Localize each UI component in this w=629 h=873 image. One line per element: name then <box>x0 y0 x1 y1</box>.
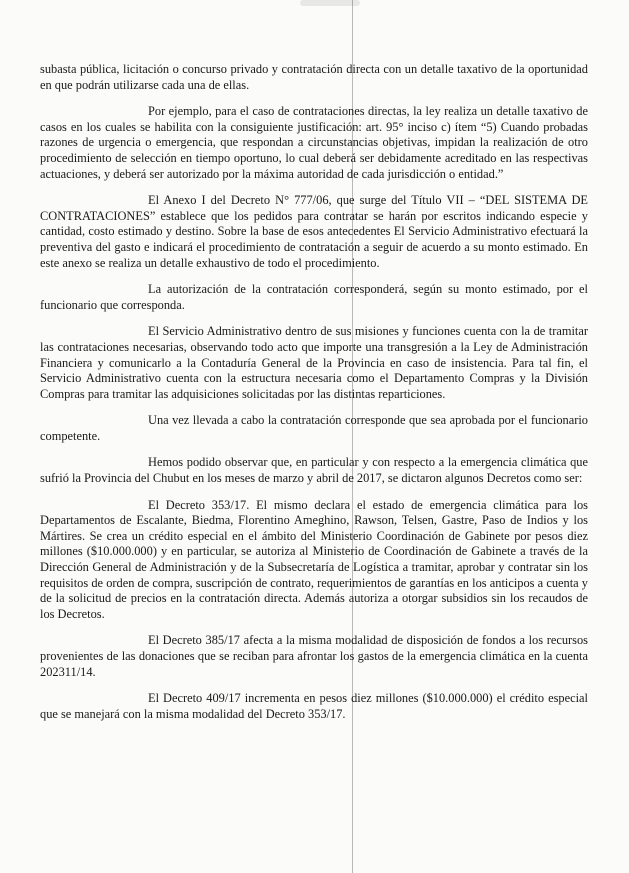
paragraph: Una vez llevada a cabo la contratación corresponde que sea aprobada por el funcionario competente. <box>40 413 588 443</box>
paragraph: Hemos podido observar que, en particular y con respecto a la emergencia climática que sufrió la Provincia del Chubut en los meses de marzo y abril de 2017, se dictaron algunos Decretos como ser: <box>40 455 588 486</box>
paragraph: El Decreto 385/17 afecta a la misma modalidad de disposición de fondos a los recursos provenientes de las donaciones que se reciban para afrontar los gastos de la emergencia climática en la cuenta 202311/14. <box>40 633 588 679</box>
paragraph: El Decreto 353/17. El mismo declara el estado de emergencia climática para los Departamentos de Escalante, Biedma, Florentino Ameghino, Rawson, Telsen, Gastre, Paso de Indios y los Mártires. Se crea un crédito especial en el ámbito del Ministerio Coordinación de Gabinete por pesos diez millones ($10.000.000) y en particular, se autoriza al Ministerio de Coordinación de Gabinete a través de la Dirección General de Administración y de la Subsecretaría de Logística a tramitar, aprobar y contratar sin los requisitos de orden de compra, suscripción de contrato, requerimientos de garantías en los anticipos a cuenta y de la solicitud de precios en la contratación directa. Además autoriza a otorgar subsidios sin los recaudos de los Decretos. <box>40 497 588 621</box>
paragraph: La autorización de la contratación corresponderá, según su monto estimado, por el funcionario que corresponda. <box>40 282 588 312</box>
paragraph: Por ejemplo, para el caso de contrataciones directas, la ley realiza un detalle taxativo de casos en los cuales se habilita con la consiguiente justificación: art. 95° inciso c) ítem “5) Cuando probadas razones de urgencia o emergencia, que respondan a circunstancias objetivas, impidan la realización de otro procedimiento de selección en tiempo oportuno, lo cual deberá ser debidamente acreditado en las respectivas actuaciones, y deberá ser autorizado por la máxima autoridad de cada jurisdicción o entidad.” <box>40 104 588 181</box>
paragraph: El Decreto 409/17 incrementa en pesos diez millones ($10.000.000) el crédito especial que se manejará con la misma modalidad del Decreto 353/17. <box>40 691 588 721</box>
paragraph: El Servicio Administrativo dentro de sus misiones y funciones cuenta con la de tramitar las contrataciones necesarias, observando todo acto que importe una transgresión a la Ley de Administración Financiera y comunicarlo a la Contaduría General de la Provincia en caso de insistencia. Para tal fin, el Servicio Administrativo cuenta con la estructura necesaria como el Departamento Compras y la División Compras para tramitar las adquisiciones solicitadas por las distintas reparticiones. <box>40 324 588 401</box>
document-body <box>40 62 588 722</box>
paragraph: subasta pública, licitación o concurso privado y contratación directa con un detalle taxativo de la oportunidad en que podrán utilizarse cada una de ellas. <box>40 62 588 92</box>
paragraph: El Anexo I del Decreto N° 777/06, que surge del Título VII – “DEL SISTEMA DE CONTRATACIONES” establece que los pedidos para contratar se harán por escritos indicando especie y cantidad, costo estimado y destino. Sobre la base de esos antecedentes El Servicio Administrativo efectuará la preventiva del gasto e indicará el procedimiento de contratación a seguir de acuerdo a su monto estimado. En este anexo se realiza un detalle exhaustivo de todo el procedimiento. <box>40 193 588 270</box>
scan-smudge <box>300 0 360 6</box>
